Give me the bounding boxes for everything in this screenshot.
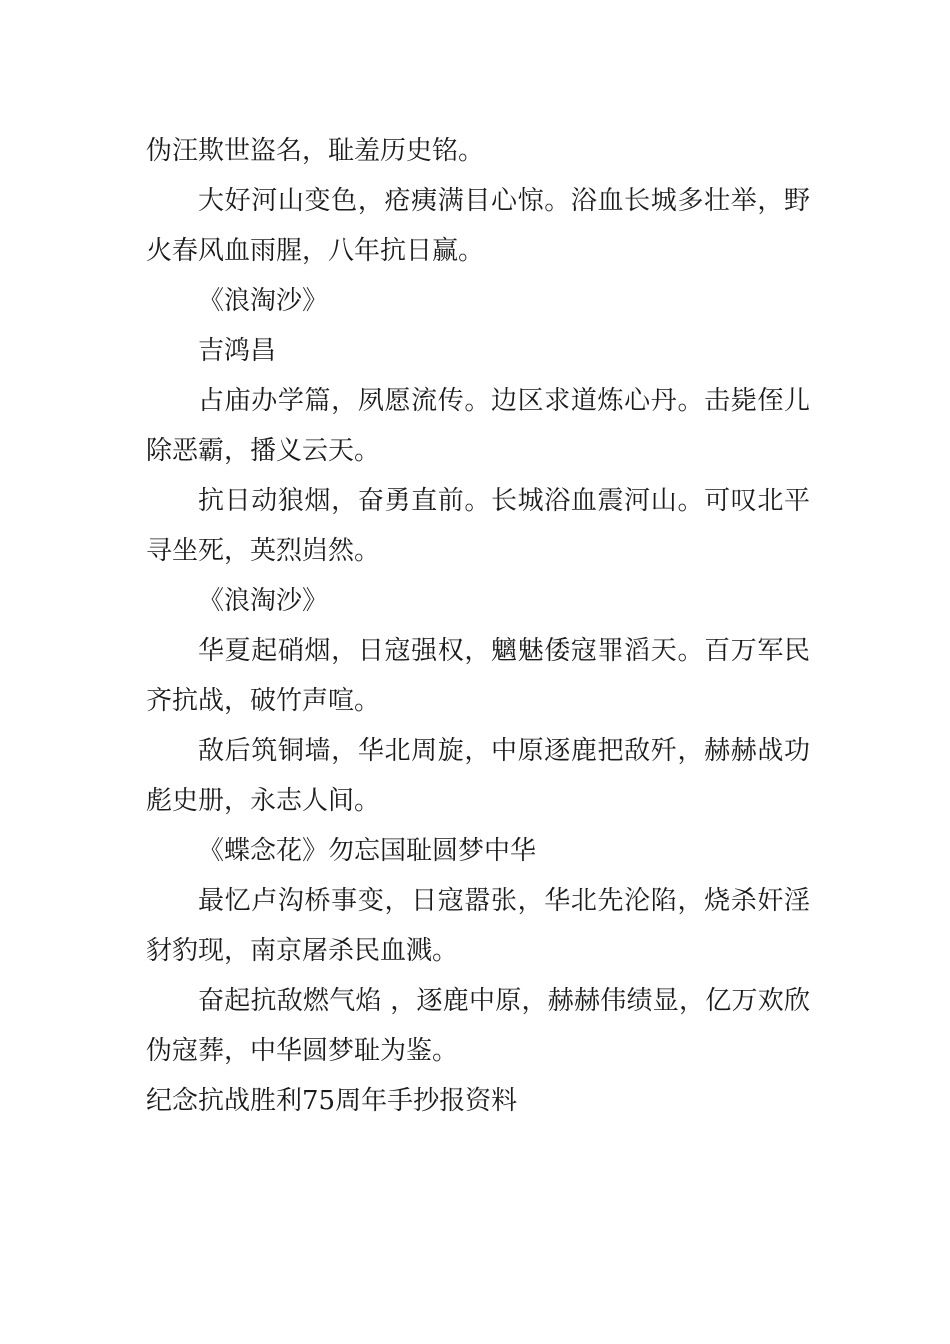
- paragraph-6: 敌后筑铜墙，华北周旋，中原逐鹿把敌歼，赫赫战功彪史册，永志人间。: [146, 736, 810, 816]
- paragraph-8: 奋起抗敌燃气焰 ，逐鹿中原，赫赫伟绩显，亿万欢欣伪寇葬，中华圆梦耻为鉴。: [146, 986, 810, 1066]
- document-body: [146, 126, 810, 1126]
- paragraph-7: 最忆卢沟桥事变，日寇嚣张，华北先沦陷，烧杀奸淫豺豹现，南京屠杀民血溅。: [146, 886, 810, 966]
- poem-title-3: 《蝶念花》勿忘国耻圆梦中华: [198, 836, 537, 866]
- footer-title: 纪念抗战胜利75周年手抄报资料: [146, 1086, 518, 1116]
- paragraph-3: 占庙办学篇，夙愿流传。边区求道炼心丹。击毙侄儿除恶霸，播义云天。: [146, 386, 810, 466]
- poem-subject-1: 吉鸿昌: [198, 336, 277, 366]
- poem-title-1: 《浪淘沙》: [198, 286, 329, 316]
- paragraph-5: 华夏起硝烟，日寇强权，魑魅倭寇罪滔天。百万军民齐抗战，破竹声喧。: [146, 636, 810, 716]
- poem-title-2: 《浪淘沙》: [198, 586, 329, 616]
- paragraph-1: 伪汪欺世盗名，耻羞历史铭。: [146, 136, 485, 166]
- paragraph-2: 大好河山变色，疮痍满目心惊。浴血长城多壮举，野火春风血雨腥，八年抗日赢。: [146, 186, 810, 266]
- paragraph-4: 抗日动狼烟，奋勇直前。长城浴血震河山。可叹北平寻坐死，英烈岿然。: [146, 486, 810, 566]
